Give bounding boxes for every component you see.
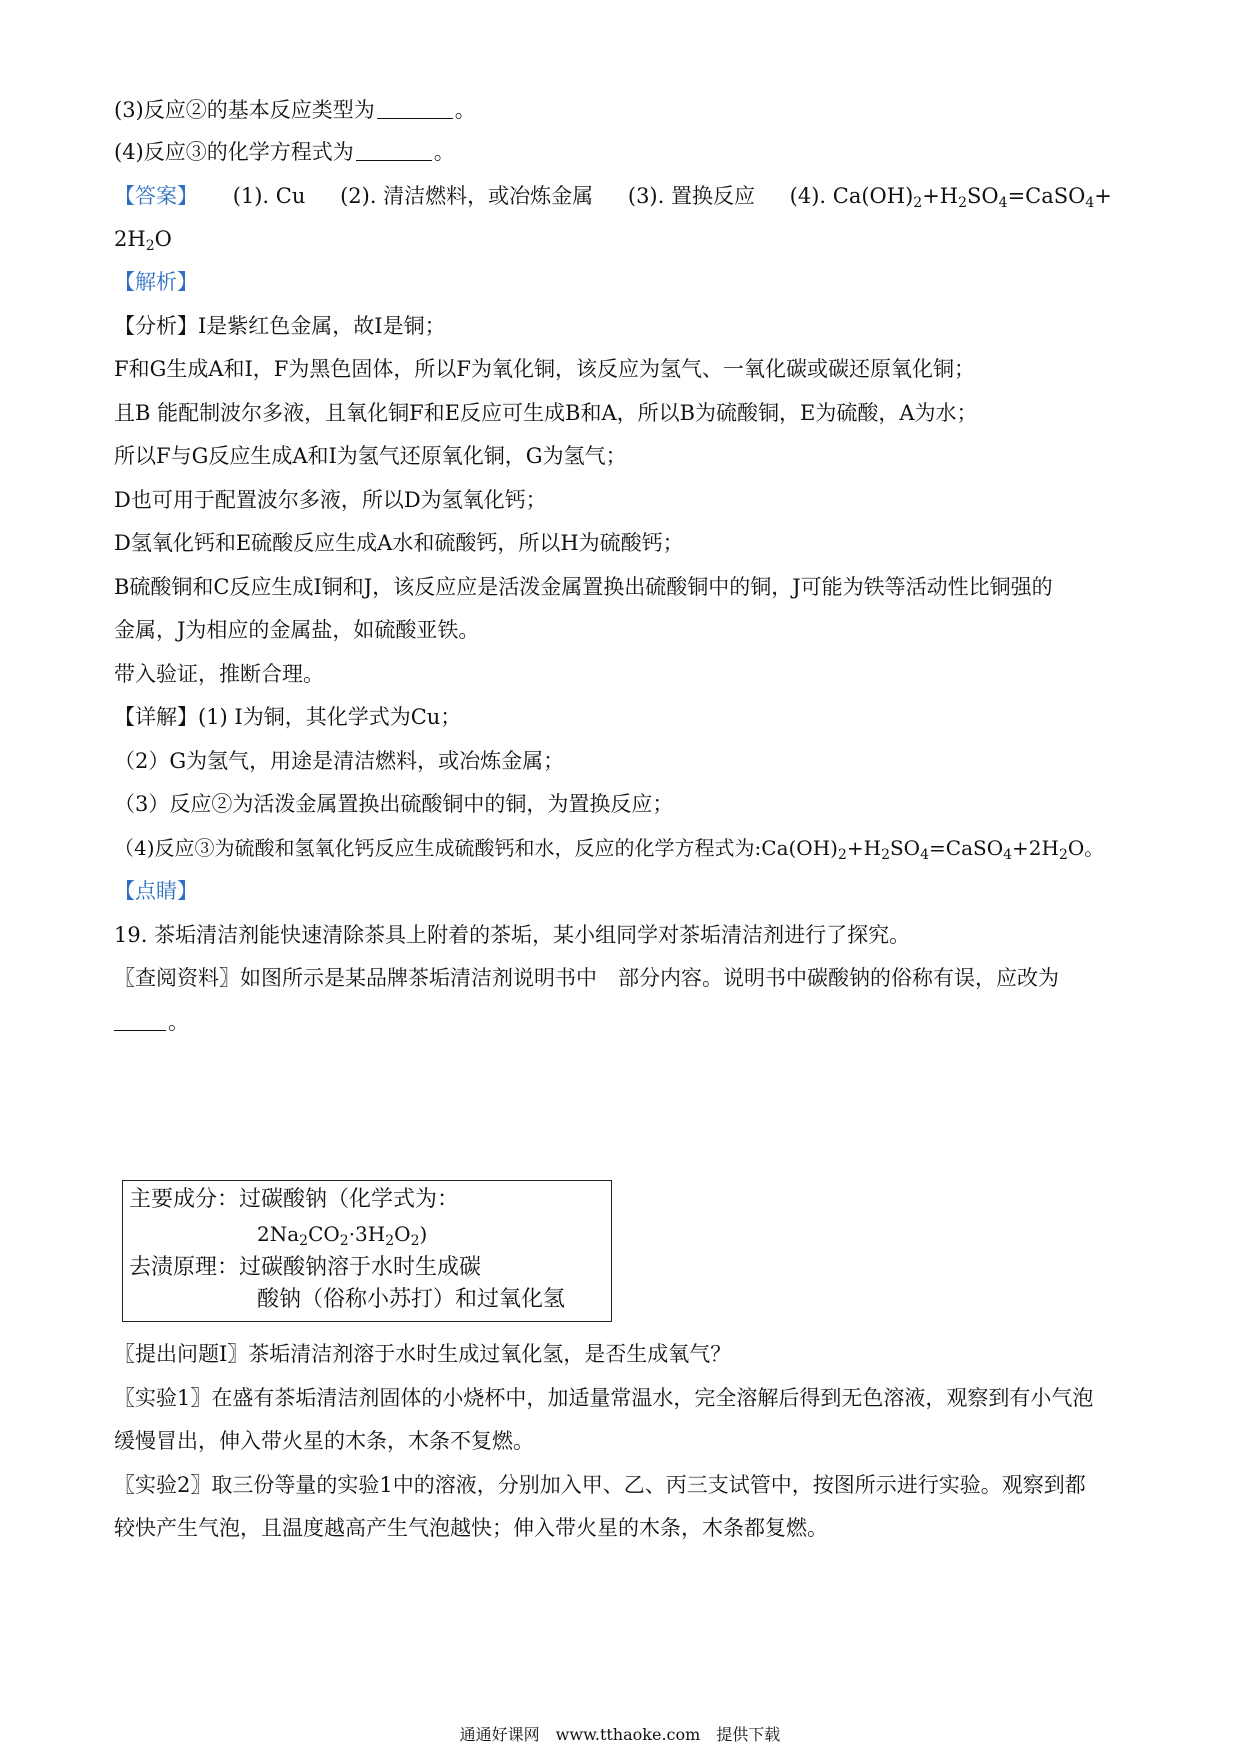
- detail-line: （2）G为氢气，用途是清洁燃料，或冶炼金属；: [114, 749, 565, 773]
- chayue-line-end: 。: [114, 1007, 189, 1037]
- analysis-line: 【分析】I是紫红色金属，故I是铜；: [114, 314, 446, 338]
- question-1: 〖提出问题Ⅰ〗茶垢清洁剂溶于水时生成过氧化氢，是否生成氧气？: [114, 1342, 732, 1366]
- experiment-1-line: 缓慢冒出，伸入带火星的木条，木条不复燃。: [114, 1429, 534, 1453]
- answer-blank: [356, 140, 432, 161]
- analysis-line: 所以F与G反应生成A和I为氢气还原氧化铜，G为氢气；: [114, 444, 627, 468]
- answer-label: 【答案】: [114, 184, 198, 208]
- instruction-box: [122, 1180, 612, 1322]
- page-footer: 通通好课网 www.tthaoke.com 提供下载: [459, 1725, 781, 1744]
- analysis-line: D氢氧化钙和E硫酸反应生成A水和硫酸钙，所以H为硫酸钙；: [114, 531, 684, 555]
- detail-line-4: （4)反应③为硫酸和氢氧化钙反应生成硫酸钙和水，反应的化学方程式为$:Ca(OH)_2+H_2SO_4=CaSO_4+2H_2O$。: [114, 836, 1105, 863]
- answer-item-1: (1). Cu: [232, 184, 306, 208]
- answer-blank: [377, 98, 453, 119]
- chayue-line: 〖查阅资料〗如图所示是某品牌茶垢清洁剂说明书中 部分内容。说明书中碳酸钠的俗称有误，应改为: [114, 966, 1059, 990]
- analysis-heading: 【解析】: [114, 270, 198, 294]
- analysis-line: 且B 能配制波尔多液，且氧化铜F和E反应可生成B和A，所以B为硫酸铜，E为硫酸，A为水；: [114, 401, 978, 425]
- box-line-4: 酸钠（俗称小苏打）和过氧化氢: [257, 1287, 566, 1312]
- experiment-1-line: 〖实验1〗在盛有茶垢清洁剂固体的小烧杯中，加适量常温水，完全溶解后得到无色溶液，观察到有小气泡: [114, 1386, 1094, 1410]
- experiment-2-line: 较快产生气泡，且温度越高产生气泡越快；伸入带火星的木条，木条都复燃。: [114, 1516, 828, 1540]
- detail-line: 【详解】(1) I为铜，其化学式为Cu；: [114, 705, 462, 729]
- answer-item-3: (3). 置换反应: [627, 184, 755, 208]
- analysis-line: 带入验证，推断合理。: [114, 662, 324, 686]
- box-line-1: 主要成分：过碳酸钠（化学式为：: [129, 1187, 460, 1212]
- analysis-line: F和G生成A和I，F为黑色固体，所以F为氧化铜，该反应为氢气、一氧化碳或碳还原氧化铜；: [114, 357, 975, 381]
- box-formula: $2Na_2CO_2\cdot 3H_2O_2$): [257, 1222, 428, 1249]
- answer-line: [114, 181, 1112, 211]
- analysis-line: B硫酸铜和C反应生成I铜和J，该反应应是活泼金属置换出硫酸铜中的铜，J可能为铁等活动性比铜强的: [114, 575, 1053, 599]
- question-3: (3)反应②的基本反应类型为 。: [114, 98, 476, 122]
- question-19: 19. 茶垢清洁剂能快速清除茶具上附着的茶垢，某小组同学对茶垢清洁剂进行了探究。: [114, 923, 911, 947]
- detail-line: （3）反应②为活泼金属置换出硫酸铜中的铜，为置换反应；: [114, 792, 674, 816]
- analysis-line: D也可用于配置波尔多液，所以D为氢氧化钙；: [114, 488, 547, 512]
- experiment-2-line: 〖实验2〗取三份等量的实验1中的溶液，分别加入甲、乙、丙三支试管中，按图所示进行实验。观察到都: [114, 1473, 1086, 1497]
- analysis-line: 金属，J为相应的金属盐，如硫酸亚铁。: [114, 618, 480, 642]
- question-4: (4)反应③的化学方程式为 。: [114, 140, 455, 164]
- box-line-3: 去渍原理：过碳酸钠溶于水时生成碳: [129, 1255, 482, 1280]
- answer-line-cont: $2H_2O$: [114, 227, 172, 254]
- answer-item-4: (4). $Ca(OH)_2+H_2SO_4=CaSO_4+$: [789, 184, 1112, 211]
- answer-blank: [114, 1010, 166, 1031]
- answer-item-2: (2). 清洁燃料，或冶炼金属: [340, 184, 594, 208]
- dianjing-heading: 【点睛】: [114, 879, 198, 903]
